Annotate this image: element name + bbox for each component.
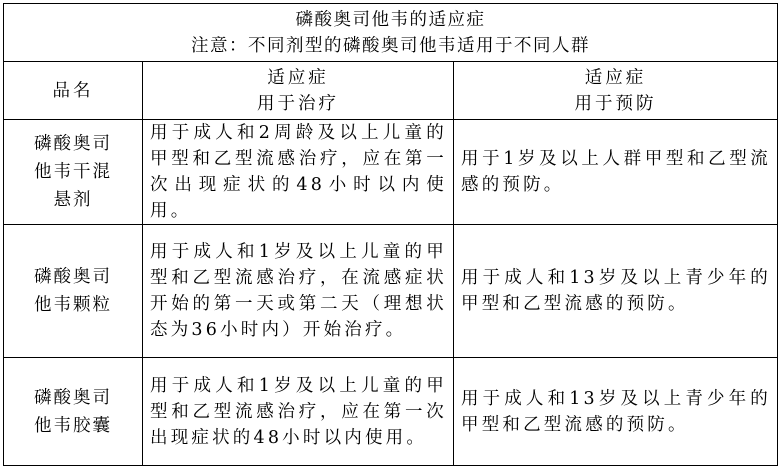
header-name (4, 62, 143, 120)
product-name-cell (4, 120, 143, 225)
header-treatment-line1: 适应症 (267, 67, 329, 88)
table-row (4, 225, 778, 358)
header-prevention (454, 62, 778, 120)
table-row (4, 120, 778, 225)
product-name-line: 他韦胶囊 (34, 415, 112, 436)
product-name-line: 他韦颗粒 (34, 295, 112, 315)
treatment-cell: 用于成人和1岁及以上儿童的甲型和乙型流感治疗，在流感症状开始的第一天或第二天（理想状态为36小时内）开始治疗。 (143, 225, 454, 358)
header-name-label: 品名 (52, 80, 94, 101)
indications-table (3, 3, 778, 466)
table-title: 磷酸奥司他韦的适应症 (295, 9, 486, 30)
treatment-cell: 用于成人和1岁及以上儿童的甲型和乙型流感治疗，应在第一次出现症状的48小时以内使用。 (143, 358, 454, 466)
header-row (4, 62, 778, 120)
header-treatment (143, 62, 454, 120)
title-row (4, 4, 778, 62)
prevention-cell: 用于成人和13岁及以上青少年的甲型和乙型流感的预防。 (454, 358, 778, 466)
product-name-cell (4, 225, 143, 358)
product-name-cell (4, 358, 143, 466)
header-prevention-line1: 适应症 (584, 67, 647, 88)
table-row (4, 358, 778, 466)
product-name-line: 悬剂 (53, 190, 93, 210)
product-name-line: 他韦干混 (34, 162, 112, 182)
product-name-line: 磷酸奥司 (34, 387, 112, 408)
header-prevention-line2: 用于预防 (574, 93, 657, 114)
prevention-cell: 用于成人和13岁及以上青少年的甲型和乙型流感的预防。 (454, 225, 778, 358)
table-note: 注意：不同剂型的磷酸奥司他韦适用于不同人群 (191, 35, 590, 56)
title-cell (4, 4, 778, 62)
product-name-line: 磷酸奥司 (34, 267, 112, 287)
prevention-cell: 用于1岁及以上人群甲型和乙型流感的预防。 (454, 120, 778, 225)
product-name-line: 磷酸奥司 (34, 134, 112, 154)
header-treatment-line2: 用于治疗 (257, 93, 339, 114)
treatment-cell: 用于成人和2周龄及以上儿童的甲型和乙型流感治疗，应在第一次出现症状的48小时以内使用。 (143, 120, 454, 225)
